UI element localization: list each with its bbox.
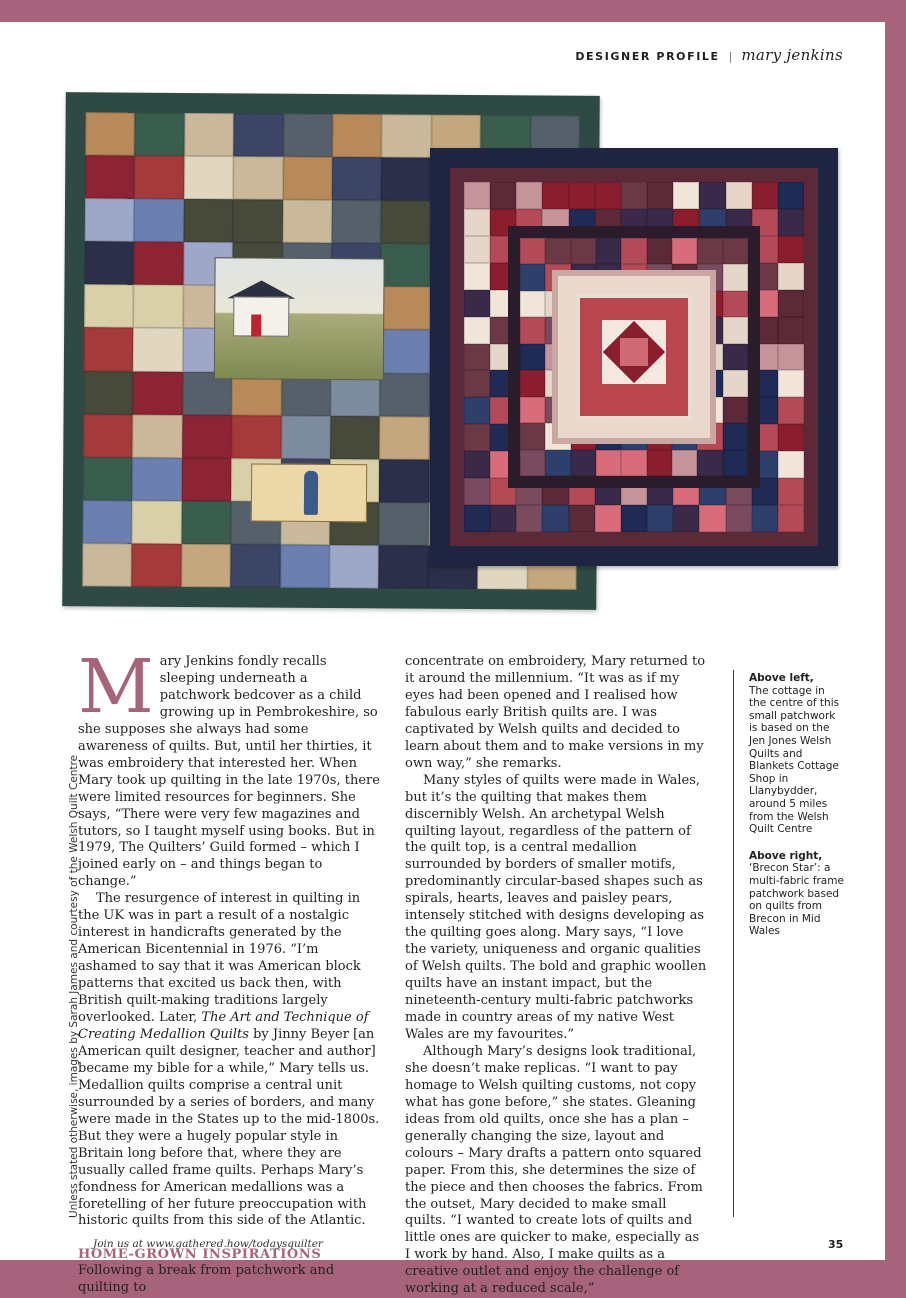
right-quilt-outer-patch bbox=[621, 182, 647, 209]
right-quilt-outer-patch bbox=[778, 451, 804, 478]
left-quilt-patch bbox=[83, 500, 133, 543]
left-quilt-patch bbox=[231, 544, 281, 587]
left-quilt-patch bbox=[85, 155, 135, 198]
right-quilt-outer-patch bbox=[490, 182, 516, 209]
photo-captions bbox=[749, 672, 845, 952]
page-number: 35 bbox=[828, 1238, 844, 1251]
right-quilt-outer-patch bbox=[464, 370, 490, 397]
right-quilt-outer-patch bbox=[699, 182, 725, 209]
right-quilt-inner-patch bbox=[723, 423, 748, 449]
right-quilt-inner-patch bbox=[520, 317, 545, 343]
right-quilt-outer-patch bbox=[752, 505, 778, 532]
right-quilt-outer-patch bbox=[464, 424, 490, 451]
left-quilt-patch bbox=[135, 113, 185, 156]
right-quilt-outer-patch bbox=[621, 505, 647, 532]
left-quilt-patch bbox=[85, 112, 135, 155]
right-quilt-outer-patch bbox=[595, 182, 621, 209]
right-quilt-outer-patch bbox=[647, 505, 673, 532]
right-quilt-outer-patch bbox=[778, 236, 804, 263]
left-quilt-patch bbox=[283, 114, 333, 157]
subheading: HOME-GROWN INSPIRATIONS bbox=[78, 1247, 322, 1263]
left-quilt-patch bbox=[83, 414, 133, 457]
left-quilt-patch bbox=[133, 414, 183, 457]
caption-divider bbox=[733, 670, 734, 1217]
right-quilt-inner-patch bbox=[672, 450, 697, 476]
left-quilt-patch bbox=[84, 285, 134, 328]
right-quilt-inner-patch bbox=[571, 238, 596, 264]
right-quilt-outer-patch bbox=[464, 209, 490, 236]
paragraph-text: by Jinny Beyer [an American quilt designer, teacher and author] became my bible for a while,” Mary tells us. Medallion quilts comprise a central unit surrounded by a series of borders, and many were made in the States up to the mid-1800s. But they were a hugely popular style in Britain long before that, where they are usually called frame quilts. Perhaps Mary’s fondness for American medallions was a foretelling of her future preoccupation with historic quilts from this side of the Atlantic. bbox=[78, 1026, 380, 1229]
left-quilt-patch bbox=[134, 156, 184, 199]
right-quilt-inner-patch bbox=[596, 238, 621, 264]
right-quilt-outer-patch bbox=[752, 182, 778, 209]
left-quilt-patch bbox=[381, 287, 431, 330]
right-quilt-outer-patch bbox=[647, 182, 673, 209]
right-quilt-outer-patch bbox=[778, 263, 804, 290]
paragraph: Following a break from patchwork and quilting to bbox=[78, 1263, 335, 1296]
left-quilt-patch bbox=[134, 242, 184, 285]
book-title: The Art and Technique of Creating Medallion Quilts bbox=[78, 1010, 369, 1042]
paragraph: Many styles of quilts were made in Wales, but it’s the quilting that makes them discernibly Welsh. An archetypal Welsh quilting layout, regardless of the pattern of the quilt top, is a central medallion surrounded by borders of smaller motifs, predominantly circular-based shapes such as spirals, hearts, leaves and paisley pears, intensely stitched with designs developing as the quilting goes along. Mary says, “I love the variety, uniqueness and organic qualities of Welsh quilts. The bold and graphic woollen quilts have an instant impact, but the nineteenth-century multi-fabric patchworks made in country areas of my native West Wales are my favourites.” bbox=[405, 772, 707, 1042]
right-quilt-inner-patch bbox=[647, 450, 672, 476]
right-quilt-inner-patch bbox=[571, 450, 596, 476]
right-quilt-outer-patch bbox=[778, 182, 804, 209]
left-quilt-patch bbox=[85, 198, 135, 241]
drop-cap: M bbox=[78, 644, 154, 730]
left-quilt-patch bbox=[82, 543, 132, 586]
left-quilt-patch bbox=[84, 371, 134, 414]
left-quilt-patch bbox=[231, 415, 281, 458]
right-quilt-outer-patch bbox=[464, 290, 490, 317]
caption-right bbox=[749, 850, 845, 938]
left-quilt-patch bbox=[132, 457, 182, 500]
section-label: DESIGNER PROFILE bbox=[575, 50, 720, 63]
designer-name: mary jenkins bbox=[741, 46, 843, 64]
left-quilt-patch bbox=[381, 157, 431, 200]
right-quilt-inner-patch bbox=[723, 238, 748, 264]
right-quilt-outer-patch bbox=[778, 505, 804, 532]
right-quilt-inner-patch bbox=[697, 238, 722, 264]
right-quilt-inner-patch bbox=[596, 450, 621, 476]
left-quilt-patch bbox=[382, 114, 432, 157]
right-quilt-inner-patch bbox=[520, 370, 545, 396]
left-quilt-patch bbox=[181, 501, 231, 544]
right-quilt-outer-patch bbox=[464, 505, 490, 532]
right-quilt-outer-patch bbox=[516, 505, 542, 532]
figure-panel bbox=[251, 463, 367, 522]
left-quilt-patch bbox=[332, 114, 382, 157]
right-quilt-outer-patch bbox=[569, 505, 595, 532]
image-credit: Unless stated otherwise, images by Sarah James and courtesy of the Welsh Quilt Centre bbox=[68, 754, 80, 1218]
figure-motif bbox=[304, 471, 318, 515]
right-quilt-outer-patch bbox=[542, 182, 568, 209]
left-quilt-patch bbox=[134, 285, 184, 328]
paragraph-text: The resurgence of interest in quilting in the UK was in part a result of a nostalgic interest in handicrafts generated by the American Bicentennial in 1976. “I’m ashamed to say that it was American block patterns that excited us back then, with British quilt-making traditions largely overlooked. Later, bbox=[78, 891, 361, 1026]
left-quilt-patch bbox=[329, 545, 379, 588]
left-quilt-patch bbox=[233, 156, 283, 199]
right-quilt-outer-patch bbox=[464, 397, 490, 424]
right-quilt-outer-patch bbox=[726, 182, 752, 209]
page-header bbox=[575, 46, 843, 64]
left-quilt-patch bbox=[332, 200, 382, 243]
left-quilt-patch bbox=[280, 545, 330, 588]
right-quilt-outer-patch bbox=[464, 317, 490, 344]
header-separator: | bbox=[728, 50, 733, 63]
article-column-2 bbox=[405, 654, 707, 1298]
left-quilt-patch bbox=[181, 544, 231, 587]
paragraph: Although Mary’s designs look traditional, she doesn’t make replicas. “I want to pay homage to Welsh quilting customs, not copy what has gone before,” she states. Gleaning ideas from old quilts, once she has a plan – generally changing the size, layout and colours – Mary drafts a pattern onto squared paper. From this, she determines the size of the piece and then chooses the fabrics. From the outset, Mary decided to make small quilts. “I wanted to create lots of quilts and little ones are quicker to make, especially as I work by hand. Also, I make quilts as a creative outlet and enjoy the challenge of working at a reduced scale,” bbox=[405, 1043, 703, 1297]
right-quilt-outer-patch bbox=[778, 370, 804, 397]
right-quilt-outer-patch bbox=[464, 451, 490, 478]
paragraph: concentrate on embroidery, Mary returned to it around the millennium. “It was as if my eyes had been opened and I realised how fabulous early British quilts are. I was captivated by Welsh quilts and decided to learn about them and to make versions in my own way,” she remarks. bbox=[405, 654, 706, 771]
left-quilt-patch bbox=[84, 242, 134, 285]
right-quilt-inner-patch bbox=[723, 397, 748, 423]
quilts-photo bbox=[62, 92, 842, 612]
right-quilt-outer-patch bbox=[569, 182, 595, 209]
left-quilt-patch bbox=[133, 371, 183, 414]
left-quilt-patch bbox=[234, 113, 284, 156]
caption-heading: Above left, bbox=[749, 672, 814, 684]
left-quilt-patch bbox=[184, 113, 234, 156]
left-quilt-patch bbox=[83, 457, 133, 500]
right-quilt-inner-patch bbox=[647, 238, 672, 264]
left-quilt-patch bbox=[380, 330, 430, 373]
left-quilt-patch bbox=[132, 500, 182, 543]
right-quilt-outer-patch bbox=[464, 263, 490, 290]
right-quilt-inner-patch bbox=[723, 344, 748, 370]
right-quilt-outer-patch bbox=[464, 182, 490, 209]
right-quilt-outer-patch bbox=[673, 182, 699, 209]
left-quilt-patch bbox=[133, 328, 183, 371]
left-quilt-patch bbox=[380, 373, 430, 416]
left-quilt-patch bbox=[283, 157, 333, 200]
right-quilt-inner-patch bbox=[672, 238, 697, 264]
left-quilt-patch bbox=[379, 459, 429, 502]
right-quilt-inner-patch bbox=[723, 317, 748, 343]
brecon-star-quilt-image bbox=[430, 148, 838, 566]
right-quilt-outer-patch bbox=[542, 505, 568, 532]
paragraph-text: ary Jenkins fondly recalls sleeping underneath a patchwork bedcover as a child growing up in Pembrokeshire, so she supposes she always had some awareness of quilts. But, until her thirties, it was embroidery that interested her. When Mary took up quilting in the late 1970s, there were limited resources for beginners. She says, “There were very few magazines and tutors, so I taught myself using books. But in 1979, The Quilters’ Guild formed – which I joined early on – and things began to change.” bbox=[78, 654, 380, 890]
right-quilt-inner-patch bbox=[723, 291, 748, 317]
left-quilt-patch bbox=[233, 199, 283, 242]
left-quilt-patch bbox=[381, 201, 431, 244]
caption-left bbox=[749, 672, 845, 836]
right-quilt-inner-patch bbox=[520, 423, 545, 449]
cottage-panel bbox=[214, 257, 385, 380]
right-quilt-outer-patch bbox=[595, 505, 621, 532]
caption-heading: Above right, bbox=[749, 849, 823, 862]
right-quilt-inner-patch bbox=[520, 264, 545, 290]
right-quilt-inner-patch bbox=[520, 344, 545, 370]
right-quilt-outer-patch bbox=[464, 344, 490, 371]
footer-website: Join us at www.gathered.how/todaysquilter bbox=[93, 1238, 323, 1250]
right-quilt-outer-patch bbox=[516, 182, 542, 209]
right-quilt-inner-patch bbox=[545, 238, 570, 264]
left-quilt-patch bbox=[182, 415, 232, 458]
paragraph bbox=[78, 891, 380, 1230]
magazine-page bbox=[0, 22, 885, 1297]
left-quilt-patch bbox=[132, 544, 182, 587]
left-quilt-patch bbox=[379, 502, 429, 545]
left-quilt-patch bbox=[134, 199, 184, 242]
caption-text: The cottage in the centre of this small patchwork is based on the Jen Jones Welsh Quilts and Blankets Cottage Shop in Llanybydder, around 5 miles from the Welsh Quilt Centre bbox=[749, 684, 840, 836]
right-quilt-outer-patch bbox=[673, 505, 699, 532]
right-quilt-inner-patch bbox=[697, 450, 722, 476]
right-quilt-outer-patch bbox=[726, 505, 752, 532]
left-quilt-patch bbox=[182, 458, 232, 501]
right-quilt-outer-patch bbox=[778, 424, 804, 451]
right-quilt-inner-patch bbox=[723, 450, 748, 476]
right-quilt-inner-patch bbox=[723, 370, 748, 396]
right-quilt-inner-patch bbox=[520, 397, 545, 423]
caption-text: ‘Brecon Star’: a multi-fabric frame patchwork based on quilts from Brecon in Mid Wales bbox=[749, 862, 844, 938]
left-quilt-patch bbox=[332, 157, 382, 200]
right-quilt-outer-patch bbox=[464, 236, 490, 263]
right-quilt-outer-patch bbox=[464, 478, 490, 505]
left-quilt-patch bbox=[381, 244, 431, 287]
left-quilt-patch bbox=[84, 328, 134, 371]
left-quilt-patch bbox=[330, 416, 380, 459]
right-quilt-inner-patch bbox=[520, 238, 545, 264]
left-quilt-patch bbox=[380, 416, 430, 459]
paragraph bbox=[78, 644, 380, 891]
cottage-door bbox=[251, 314, 261, 336]
right-quilt-outer-patch bbox=[490, 505, 516, 532]
right-quilt-inner-patch bbox=[520, 291, 545, 317]
right-quilt-inner-patch bbox=[545, 450, 570, 476]
right-quilt-inner-patch bbox=[520, 450, 545, 476]
right-quilt-inner-patch bbox=[621, 450, 646, 476]
right-quilt-outer-patch bbox=[778, 317, 804, 344]
left-quilt-patch bbox=[281, 415, 331, 458]
left-quilt-patch bbox=[379, 545, 429, 588]
right-quilt-outer-patch bbox=[778, 209, 804, 236]
right-quilt-inner-patch bbox=[621, 238, 646, 264]
left-quilt-patch bbox=[184, 156, 234, 199]
left-quilt-patch bbox=[184, 199, 234, 242]
right-quilt-outer-patch bbox=[778, 344, 804, 371]
right-quilt-outer-patch bbox=[699, 505, 725, 532]
right-quilt-outer-patch bbox=[778, 478, 804, 505]
right-quilt-inner-patch bbox=[723, 264, 748, 290]
right-quilt-outer-patch bbox=[778, 397, 804, 424]
article-column-1 bbox=[78, 644, 380, 1297]
left-quilt-patch bbox=[282, 200, 332, 243]
star-block bbox=[602, 320, 666, 384]
right-quilt-outer-patch bbox=[778, 290, 804, 317]
